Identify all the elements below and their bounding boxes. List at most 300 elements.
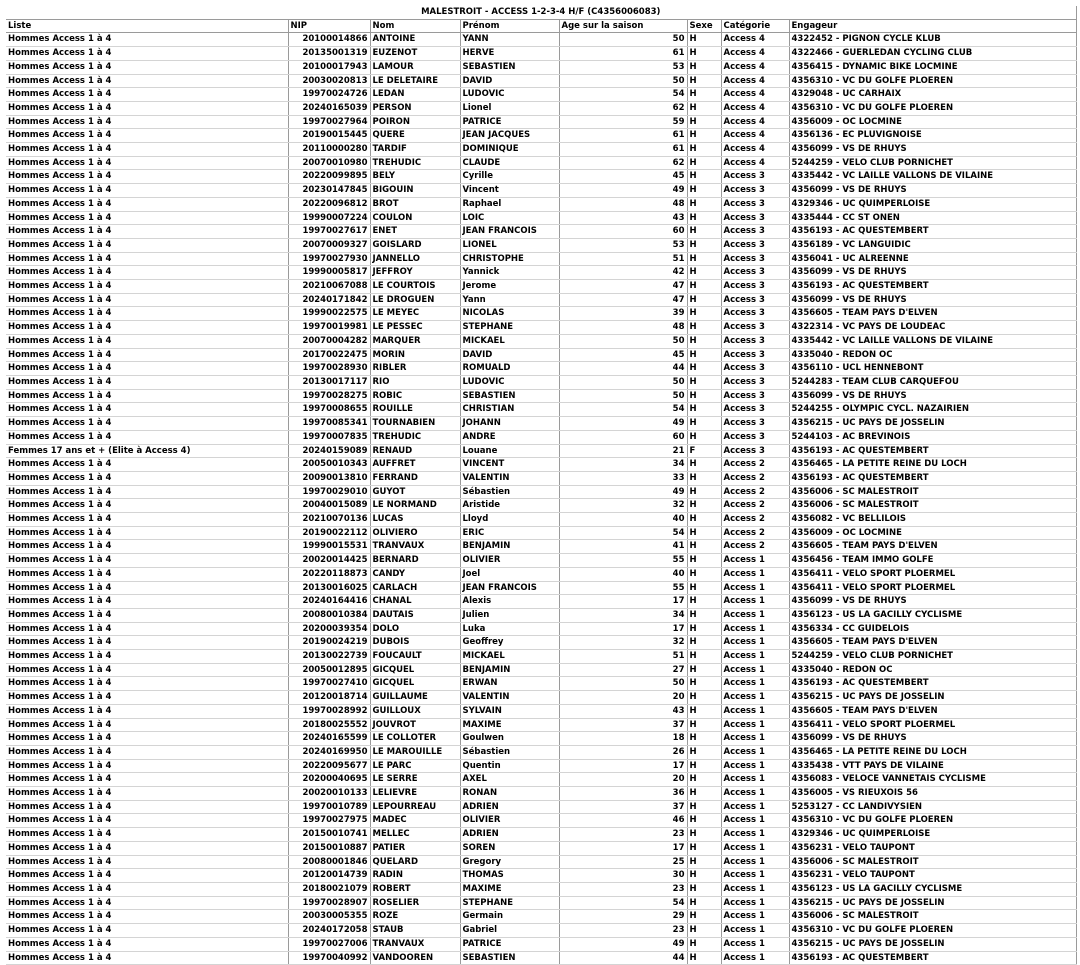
table-row (6, 170, 1076, 184)
cell-prenom: Geoffrey (460, 636, 559, 650)
cell-liste: Hommes Access 1 à 4 (6, 430, 288, 444)
cell-categorie: Access 4 (721, 88, 789, 102)
table-row (6, 554, 1076, 568)
cell-nip: 19970007835 (288, 430, 370, 444)
cell-prenom: Lloyd (460, 513, 559, 527)
cell-sexe: H (687, 101, 721, 115)
cell-categorie: Access 1 (721, 595, 789, 609)
cell-engageur: 4356193 - AC QUESTEMBERT (789, 444, 1076, 458)
cell-liste: Hommes Access 1 à 4 (6, 526, 288, 540)
cell-nip: 20080001846 (288, 855, 370, 869)
cell-categorie: Access 2 (721, 499, 789, 513)
cell-nom: LE COURTOIS (370, 280, 460, 294)
cell-categorie: Access 4 (721, 33, 789, 47)
cell-prenom: Luka (460, 622, 559, 636)
table-row (6, 622, 1076, 636)
cell-nom: BELY (370, 170, 460, 184)
cell-prenom: PATRICE (460, 115, 559, 129)
cell-engageur: 4335442 - VC LAILLE VALLONS DE VILAINE (789, 334, 1076, 348)
table-row (6, 924, 1076, 938)
cell-nip: 19970028275 (288, 389, 370, 403)
cell-liste: Hommes Access 1 à 4 (6, 814, 288, 828)
cell-categorie: Access 3 (721, 238, 789, 252)
cell-age: 37 (559, 718, 687, 732)
cell-prenom: MICKAEL (460, 334, 559, 348)
cell-prenom: VALENTIN (460, 471, 559, 485)
cell-engageur: 4356193 - AC QUESTEMBERT (789, 951, 1076, 965)
cell-nip: 20020014425 (288, 554, 370, 568)
cell-age: 54 (559, 88, 687, 102)
cell-nip: 19970027964 (288, 115, 370, 129)
cell-engageur: 4356310 - VC DU GOLFE PLOEREN (789, 101, 1076, 115)
table-row (6, 184, 1076, 198)
cell-prenom: SEBASTIEN (460, 389, 559, 403)
cell-nip: 20135001319 (288, 47, 370, 61)
table-row (6, 444, 1076, 458)
table-row (6, 307, 1076, 321)
sheet-title: MALESTROIT - ACCESS 1-2-3-4 H/F (C4356006083) (6, 6, 1076, 19)
cell-nip: 19970040992 (288, 951, 370, 965)
cell-sexe: H (687, 745, 721, 759)
cell-categorie: Access 1 (721, 841, 789, 855)
cell-sexe: H (687, 855, 721, 869)
cell-prenom: ERIC (460, 526, 559, 540)
header-row (6, 19, 1076, 33)
cell-nip: 19970027006 (288, 937, 370, 951)
cell-nip: 19970010789 (288, 800, 370, 814)
cell-sexe: H (687, 869, 721, 883)
cell-prenom: BENJAMIN (460, 540, 559, 554)
cell-categorie: Access 3 (721, 197, 789, 211)
cell-categorie: Access 1 (721, 828, 789, 842)
cell-prenom: Cyrille (460, 170, 559, 184)
cell-age: 44 (559, 951, 687, 965)
cell-age: 45 (559, 348, 687, 362)
cell-nom: TREHUDIC (370, 430, 460, 444)
cell-age: 46 (559, 814, 687, 828)
cell-sexe: H (687, 704, 721, 718)
cell-nip: 20240165039 (288, 101, 370, 115)
cell-engageur: 4356006 - SC MALESTROIT (789, 855, 1076, 869)
cell-categorie: Access 1 (721, 773, 789, 787)
cell-nom: LAMOUR (370, 60, 460, 74)
cell-nom: LE MEYEC (370, 307, 460, 321)
cell-engageur: 4356215 - UC PAYS DE JOSSELIN (789, 896, 1076, 910)
cell-age: 42 (559, 266, 687, 280)
cell-prenom: Gabriel (460, 924, 559, 938)
cell-categorie: Access 3 (721, 211, 789, 225)
table-row (6, 937, 1076, 951)
table-row (6, 677, 1076, 691)
cell-nip: 20090013810 (288, 471, 370, 485)
cell-nip: 20070010980 (288, 156, 370, 170)
cell-categorie: Access 3 (721, 403, 789, 417)
table-row (6, 855, 1076, 869)
cell-nom: LE COLLOTER (370, 732, 460, 746)
cell-age: 40 (559, 567, 687, 581)
cell-nom: LE DELETAIRE (370, 74, 460, 88)
cell-nom: LE SERRE (370, 773, 460, 787)
table-row (6, 238, 1076, 252)
cell-engageur: 4356415 - DYNAMIC BIKE LOCMINE (789, 60, 1076, 74)
cell-categorie: Access 3 (721, 307, 789, 321)
cell-nom: BERNARD (370, 554, 460, 568)
cell-nom: DOLO (370, 622, 460, 636)
table-row (6, 951, 1076, 965)
cell-engageur: 4356005 - VS RIEUXOIS 56 (789, 787, 1076, 801)
cell-age: 27 (559, 663, 687, 677)
cell-nom: STAUB (370, 924, 460, 938)
table-row (6, 485, 1076, 499)
cell-nip: 20100014866 (288, 33, 370, 47)
table-row (6, 704, 1076, 718)
cell-categorie: Access 1 (721, 787, 789, 801)
table-row (6, 143, 1076, 157)
cell-sexe: H (687, 608, 721, 622)
cell-liste: Hommes Access 1 à 4 (6, 225, 288, 239)
cell-age: 50 (559, 677, 687, 691)
cell-categorie: Access 3 (721, 280, 789, 294)
cell-sexe: H (687, 759, 721, 773)
cell-nip: 20130022739 (288, 650, 370, 664)
table-row (6, 608, 1076, 622)
cell-prenom: JEAN FRANCOIS (460, 225, 559, 239)
cell-categorie: Access 3 (721, 170, 789, 184)
cell-sexe: H (687, 252, 721, 266)
cell-age: 23 (559, 883, 687, 897)
cell-prenom: Jerome (460, 280, 559, 294)
cell-prenom: Vincent (460, 184, 559, 198)
cell-liste: Hommes Access 1 à 4 (6, 773, 288, 787)
cell-prenom: YANN (460, 33, 559, 47)
cell-liste: Hommes Access 1 à 4 (6, 951, 288, 965)
cell-nip: 20100017943 (288, 60, 370, 74)
cell-liste: Hommes Access 1 à 4 (6, 417, 288, 431)
cell-nip: 20150010887 (288, 841, 370, 855)
cell-liste: Hommes Access 1 à 4 (6, 266, 288, 280)
table-row (6, 389, 1076, 403)
cell-prenom: OLIVIER (460, 554, 559, 568)
cell-nip: 19970028992 (288, 704, 370, 718)
cell-prenom: Quentin (460, 759, 559, 773)
cell-nip: 20070004282 (288, 334, 370, 348)
cell-age: 36 (559, 787, 687, 801)
cell-prenom: DAVID (460, 74, 559, 88)
cell-nip: 20050010343 (288, 458, 370, 472)
table-row (6, 60, 1076, 74)
cell-liste: Hommes Access 1 à 4 (6, 362, 288, 376)
cell-nip: 20110000280 (288, 143, 370, 157)
cell-prenom: ANDRE (460, 430, 559, 444)
cell-liste: Hommes Access 1 à 4 (6, 513, 288, 527)
cell-age: 49 (559, 485, 687, 499)
cell-nom: MADEC (370, 814, 460, 828)
cell-engageur: 5253127 - CC LANDIVYSIEN (789, 800, 1076, 814)
cell-liste: Hommes Access 1 à 4 (6, 88, 288, 102)
cell-nip: 19990005817 (288, 266, 370, 280)
cell-liste: Hommes Access 1 à 4 (6, 608, 288, 622)
cell-nom: JOUVROT (370, 718, 460, 732)
cell-age: 54 (559, 896, 687, 910)
cell-age: 55 (559, 554, 687, 568)
cell-liste: Hommes Access 1 à 4 (6, 47, 288, 61)
cell-engageur: 4356193 - AC QUESTEMBERT (789, 225, 1076, 239)
cell-prenom: ROMUALD (460, 362, 559, 376)
cell-age: 50 (559, 74, 687, 88)
table-body (6, 33, 1076, 965)
cell-liste: Hommes Access 1 à 4 (6, 197, 288, 211)
cell-liste: Hommes Access 1 à 4 (6, 636, 288, 650)
cell-prenom: NICOLAS (460, 307, 559, 321)
spreadsheet (6, 6, 1076, 965)
cell-engageur: 4329346 - UC QUIMPERLOISE (789, 197, 1076, 211)
cell-nip: 20220118873 (288, 567, 370, 581)
column-sexe-header: Sexe (687, 19, 721, 33)
cell-liste: Hommes Access 1 à 4 (6, 677, 288, 691)
cell-age: 61 (559, 129, 687, 143)
cell-liste: Hommes Access 1 à 4 (6, 704, 288, 718)
cell-nip: 20180025552 (288, 718, 370, 732)
cell-nom: CHANAL (370, 595, 460, 609)
cell-categorie: Access 1 (721, 896, 789, 910)
cell-nom: GUILLAUME (370, 691, 460, 705)
cell-prenom: HERVE (460, 47, 559, 61)
cell-prenom: JEAN FRANCOIS (460, 581, 559, 595)
cell-sexe: H (687, 910, 721, 924)
cell-categorie: Access 4 (721, 47, 789, 61)
cell-sexe: H (687, 156, 721, 170)
cell-age: 59 (559, 115, 687, 129)
table-row (6, 280, 1076, 294)
cell-categorie: Access 3 (721, 389, 789, 403)
cell-prenom: STEPHANE (460, 896, 559, 910)
cell-nom: ROBIC (370, 389, 460, 403)
cell-nip: 19970027975 (288, 814, 370, 828)
table-row (6, 800, 1076, 814)
cell-age: 49 (559, 417, 687, 431)
table-row (6, 33, 1076, 47)
cell-age: 60 (559, 225, 687, 239)
cell-categorie: Access 1 (721, 759, 789, 773)
cell-nom: LELIEVRE (370, 787, 460, 801)
cell-engageur: 4356123 - US LA GACILLY CYCLISME (789, 883, 1076, 897)
cell-categorie: Access 3 (721, 266, 789, 280)
cell-liste: Hommes Access 1 à 4 (6, 129, 288, 143)
cell-prenom: THOMAS (460, 869, 559, 883)
cell-engageur: 4335438 - VTT PAYS DE VILAINE (789, 759, 1076, 773)
cell-age: 50 (559, 33, 687, 47)
cell-engageur: 4356193 - AC QUESTEMBERT (789, 677, 1076, 691)
cell-categorie: Access 1 (721, 732, 789, 746)
cell-categorie: Access 3 (721, 334, 789, 348)
cell-sexe: H (687, 33, 721, 47)
cell-engageur: 4356215 - UC PAYS DE JOSSELIN (789, 417, 1076, 431)
cell-categorie: Access 1 (721, 718, 789, 732)
cell-nom: LE MAROUILLE (370, 745, 460, 759)
cell-nip: 20120018714 (288, 691, 370, 705)
cell-engageur: 4356465 - LA PETITE REINE DU LOCH (789, 745, 1076, 759)
cell-nip: 20240169950 (288, 745, 370, 759)
cell-prenom: MAXIME (460, 718, 559, 732)
cell-nip: 19990015531 (288, 540, 370, 554)
cell-liste: Hommes Access 1 à 4 (6, 745, 288, 759)
cell-categorie: Access 3 (721, 348, 789, 362)
cell-engageur: 4356605 - TEAM PAYS D'ELVEN (789, 307, 1076, 321)
cell-nom: MARQUER (370, 334, 460, 348)
cell-nom: AUFFRET (370, 458, 460, 472)
cell-categorie: Access 4 (721, 143, 789, 157)
cell-nom: ROZE (370, 910, 460, 924)
cell-prenom: Yann (460, 293, 559, 307)
cell-sexe: H (687, 389, 721, 403)
cell-nip: 19970027410 (288, 677, 370, 691)
cell-age: 51 (559, 650, 687, 664)
cell-age: 20 (559, 773, 687, 787)
table-row (6, 430, 1076, 444)
cell-categorie: Access 1 (721, 663, 789, 677)
cell-categorie: Access 1 (721, 910, 789, 924)
cell-nip: 20190022112 (288, 526, 370, 540)
cell-liste: Hommes Access 1 à 4 (6, 896, 288, 910)
cell-age: 45 (559, 170, 687, 184)
cell-age: 43 (559, 211, 687, 225)
cell-prenom: RONAN (460, 787, 559, 801)
cell-engageur: 4356465 - LA PETITE REINE DU LOCH (789, 458, 1076, 472)
cell-nip: 19970027930 (288, 252, 370, 266)
cell-categorie: Access 3 (721, 252, 789, 266)
cell-age: 55 (559, 581, 687, 595)
cell-sexe: H (687, 60, 721, 74)
column-liste-header: Liste (6, 19, 288, 33)
cell-prenom: VALENTIN (460, 691, 559, 705)
cell-liste: Hommes Access 1 à 4 (6, 910, 288, 924)
cell-categorie: Access 3 (721, 184, 789, 198)
cell-age: 50 (559, 375, 687, 389)
cell-categorie: Access 1 (721, 937, 789, 951)
cell-nip: 20220099895 (288, 170, 370, 184)
table-row (6, 156, 1076, 170)
cell-nom: GICQUEL (370, 677, 460, 691)
cell-sexe: H (687, 238, 721, 252)
cell-sexe: H (687, 403, 721, 417)
cell-nom: VANDOOREN (370, 951, 460, 965)
cell-nom: CARLACH (370, 581, 460, 595)
cell-nom: FERRAND (370, 471, 460, 485)
cell-engageur: 4356099 - VS DE RHUYS (789, 266, 1076, 280)
cell-nip: 19970008655 (288, 403, 370, 417)
cell-age: 29 (559, 910, 687, 924)
cell-engageur: 4322452 - PIGNON CYCLE KLUB (789, 33, 1076, 47)
cell-nip: 20240172058 (288, 924, 370, 938)
table-row (6, 787, 1076, 801)
cell-nom: RADIN (370, 869, 460, 883)
cell-age: 17 (559, 841, 687, 855)
cell-engageur: 4356082 - VC BELLILOIS (789, 513, 1076, 527)
cell-engageur: 4322314 - VC PAYS DE LOUDEAC (789, 321, 1076, 335)
cell-categorie: Access 1 (721, 869, 789, 883)
cell-liste: Hommes Access 1 à 4 (6, 650, 288, 664)
cell-age: 53 (559, 60, 687, 74)
cell-age: 26 (559, 745, 687, 759)
table-row (6, 718, 1076, 732)
cell-sexe: H (687, 471, 721, 485)
table-row (6, 471, 1076, 485)
cell-liste: Hommes Access 1 à 4 (6, 485, 288, 499)
cell-nom: LE PESSEC (370, 321, 460, 335)
cell-prenom: Goulwen (460, 732, 559, 746)
table-row (6, 88, 1076, 102)
cell-prenom: Sébastien (460, 485, 559, 499)
column-nom-header: Nom (370, 19, 460, 33)
cell-nip: 20130017117 (288, 375, 370, 389)
cell-age: 18 (559, 732, 687, 746)
cell-sexe: H (687, 129, 721, 143)
cell-sexe: H (687, 896, 721, 910)
cell-sexe: H (687, 184, 721, 198)
cell-categorie: Access 1 (721, 814, 789, 828)
column-age-header: Age sur la saison (559, 19, 687, 33)
cell-categorie: Access 1 (721, 622, 789, 636)
cell-categorie: Access 3 (721, 293, 789, 307)
cell-categorie: Access 1 (721, 883, 789, 897)
cell-age: 53 (559, 238, 687, 252)
cell-sexe: H (687, 937, 721, 951)
cell-nom: LE PARC (370, 759, 460, 773)
table-row (6, 910, 1076, 924)
cell-age: 50 (559, 389, 687, 403)
cell-prenom: LUDOVIC (460, 88, 559, 102)
cell-liste: Hommes Access 1 à 4 (6, 33, 288, 47)
cell-nom: JEFFROY (370, 266, 460, 280)
table-row (6, 595, 1076, 609)
table-row (6, 745, 1076, 759)
cell-age: 62 (559, 156, 687, 170)
cell-age: 44 (559, 362, 687, 376)
cell-nom: MORIN (370, 348, 460, 362)
cell-nip: 20130016025 (288, 581, 370, 595)
cell-nip: 20070009327 (288, 238, 370, 252)
cell-engageur: 4356099 - VS DE RHUYS (789, 595, 1076, 609)
cell-liste: Hommes Access 1 à 4 (6, 663, 288, 677)
cell-sexe: H (687, 115, 721, 129)
cell-nom: GUYOT (370, 485, 460, 499)
cell-sexe: H (687, 814, 721, 828)
cell-engageur: 4356411 - VELO SPORT PLOERMEL (789, 581, 1076, 595)
table-row (6, 197, 1076, 211)
column-prenom-header: Prénom (460, 19, 559, 33)
cell-prenom: LIONEL (460, 238, 559, 252)
cell-engageur: 4322466 - GUERLEDAN CYCLING CLUB (789, 47, 1076, 61)
cell-nom: EUZENOT (370, 47, 460, 61)
cell-age: 33 (559, 471, 687, 485)
cell-liste: Hommes Access 1 à 4 (6, 718, 288, 732)
cell-liste: Hommes Access 1 à 4 (6, 540, 288, 554)
cell-nom: TRANVAUX (370, 937, 460, 951)
cell-prenom: MAXIME (460, 883, 559, 897)
cell-nom: TOURNABIEN (370, 417, 460, 431)
cell-liste: Hommes Access 1 à 4 (6, 581, 288, 595)
cell-sexe: H (687, 718, 721, 732)
cell-nom: DAUTAIS (370, 608, 460, 622)
table-row (6, 841, 1076, 855)
cell-nom: ENET (370, 225, 460, 239)
table-row (6, 101, 1076, 115)
cell-sexe: H (687, 924, 721, 938)
cell-liste: Hommes Access 1 à 4 (6, 211, 288, 225)
cell-sexe: H (687, 567, 721, 581)
cell-nom: QUERE (370, 129, 460, 143)
cell-categorie: Access 4 (721, 156, 789, 170)
